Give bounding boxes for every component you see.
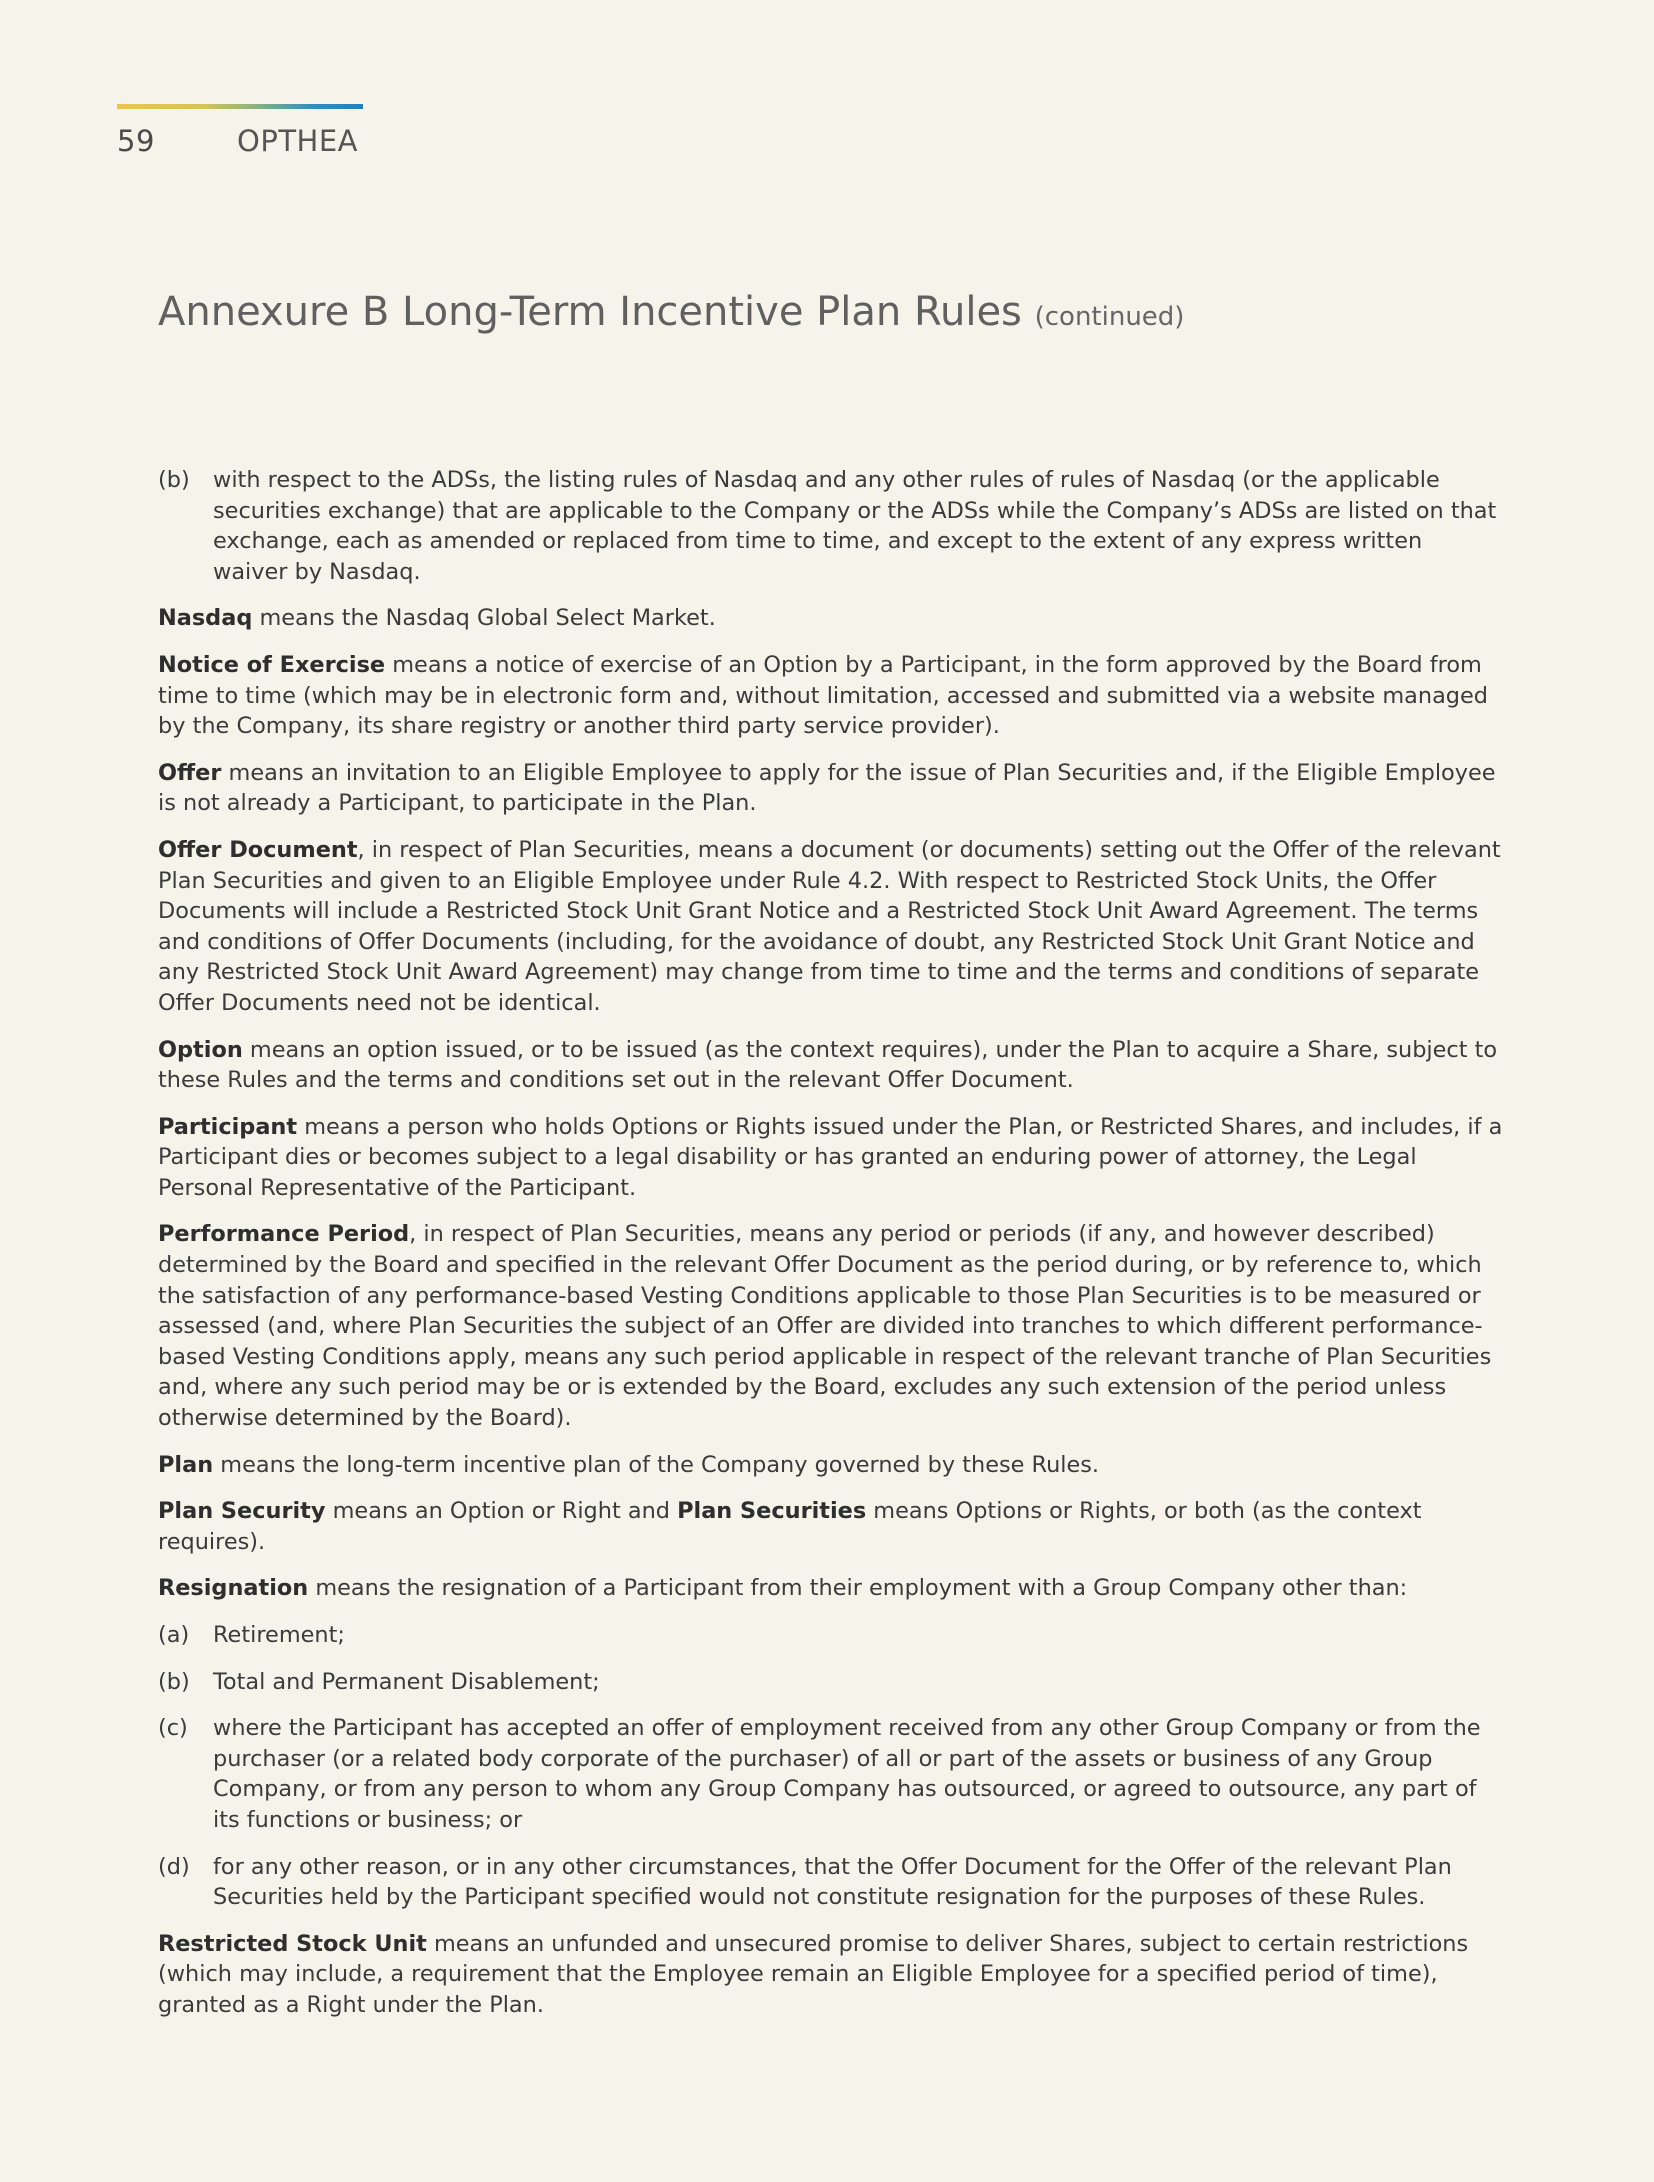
page-title-main: Annexure B Long-Term Incentive Plan Rules [158,288,1022,335]
definition-term: Nasdaq [158,605,253,632]
brand-name: OPTHEA [237,124,358,158]
definition-plan [158,1450,1503,1481]
definition-text: means a person who holds Options or Rights issued under the Plan, or Restricted Shares, and includes, if a Participant dies or becomes subject to a legal disability or has granted an enduring power of attorney, the Legal Personal Representative of the Participant. [158,1113,1503,1201]
definition-resignation [158,1573,1503,1604]
definition-term: Resignation [158,1575,309,1602]
list-item-text: with respect to the ADSs, the listing rules of Nasdaq and any other rules of rules of Nasdaq (or the applicable securities exchange) that are applicable to the Company or the ADSs while the Company’s ADSs are listed on that exchange, each as amended or replaced from time to time, and except to the extent of any express written waiver by Nasdaq. [213,467,1497,585]
definition-text: means the Nasdaq Global Select Market. [252,605,716,632]
definition-offer-document [158,835,1503,1019]
definition-text: means the resignation of a Participant from their employment with a Group Company other than: [308,1575,1408,1602]
definition-plan-security [158,1496,1503,1557]
definition-text: means an invitation to an Eligible Employee to apply for the issue of Plan Securities and, if the Eligible Employee is not already a Participant, to participate in the Plan. [158,759,1496,817]
definition-text: means an Option or Right and [325,1498,678,1525]
list-item [158,1852,1503,1913]
definition-offer [158,758,1503,819]
definition-text: means a notice of exercise of an Option by a Participant, in the form approved by the Board from time to time (which may be in electronic form and, without limitation, accessed and submitted via a website managed by the Company, its share registry or another third party service provider). [158,651,1489,740]
definition-term: Offer [158,759,222,786]
list-item-text: Retirement; [213,1622,345,1648]
definition-text: , in respect of Plan Securities, means a document (or documents) setting out the Offer of the relevant Plan Securities and given to an Eligible Employee under Rule 4.2. With respect to Restricted Stock Units, the Offer Documents will include a Restricted Stock Unit Grant Notice and a Restricted Stock Unit Award Agreement. The terms and conditions of Offer Documents (including, for the avoidance of doubt, any Restricted Stock Unit Grant Notice and any Restricted Stock Unit Award Agreement) may change from time to time and the terms and conditions of separate Offer Documents need not be identical. [158,836,1501,1016]
list-item [158,465,1503,587]
definition-term: Participant [158,1113,298,1140]
page-number: 59 [117,124,155,158]
definition-term: Plan Securities [677,1498,867,1525]
list-item-text: Total and Permanent Disablement; [213,1668,600,1695]
list-item [158,1620,1503,1651]
document-body [158,465,1503,2037]
definition-restricted-stock-unit [158,1929,1503,2021]
definition-text: means an option issued, or to be issued (as the context requires), under the Plan to acquire a Share, subject to these Rules and the terms and conditions set out in the relevant Offer Document. [158,1036,1498,1094]
page-title-suffix: (continued) [1034,301,1185,332]
list-item [158,1713,1503,1835]
definition-term: Restricted Stock Unit [158,1930,427,1957]
definition-participant [158,1112,1503,1204]
header-accent-bar [117,104,363,109]
list-marker: (b) [158,1668,190,1695]
definition-nasdaq [158,603,1503,634]
list-marker: (c) [158,1715,188,1742]
definition-option [158,1035,1503,1096]
list-marker: (a) [158,1622,190,1648]
list-marker: (b) [158,467,190,493]
page-title [158,289,1184,335]
definition-notice-of-exercise [158,650,1503,742]
definition-text: , in respect of Plan Securities, means any period or periods (if any, and however described) determined by the Board and specified in the relevant Offer Document as the period during, or by reference to, which the satisfaction of any performance-based Vesting Conditions applicable to those Plan Securities is to be measured or assessed (and, where Plan Securities the subject of an Offer are divided into tranches to which different performance-based Vesting Conditions apply, means any such period applicable in respect of the relevant tranche of Plan Securities and, where any such period may be or is extended by the Board, excludes any such extension of the period unless otherwise determined by the Board). [158,1221,1492,1432]
definition-term: Plan Security [158,1498,326,1525]
definition-term: Notice of Exercise [158,651,386,678]
definition-text: means Options or Rights, or both (as the context requires). [158,1498,1422,1555]
definition-term: Plan [158,1451,214,1478]
list-item [158,1667,1503,1698]
list-marker: (d) [158,1853,190,1880]
definition-text: means an unfunded and unsecured promise to deliver Shares, subject to certain restrictions (which may include, a requirement that the Employee remain an Eligible Employee for a specified period of time), granted as a Right under the Plan. [158,1930,1469,2018]
definition-term: Performance Period [158,1221,410,1248]
list-item-text: for any other reason, or in any other circumstances, that the Offer Document for the Offer of the relevant Plan Securities held by the Participant specified would not constitute resignation for the purposes of these Rules. [213,1853,1452,1911]
list-item-text: where the Participant has accepted an offer of employment received from any other Group Company or from the purchaser (or a related body corporate of the purchaser) of all or part of the assets or business of any Group Company, or from any person to whom any Group Company has outsourced, or agreed to outsource, any part of its functions or business; or [213,1715,1481,1833]
definition-term: Offer Document [158,836,358,863]
definition-performance-period [158,1219,1503,1433]
definition-text: means the long-term incentive plan of the Company governed by these Rules. [213,1451,1100,1478]
definition-term: Option [158,1036,243,1063]
